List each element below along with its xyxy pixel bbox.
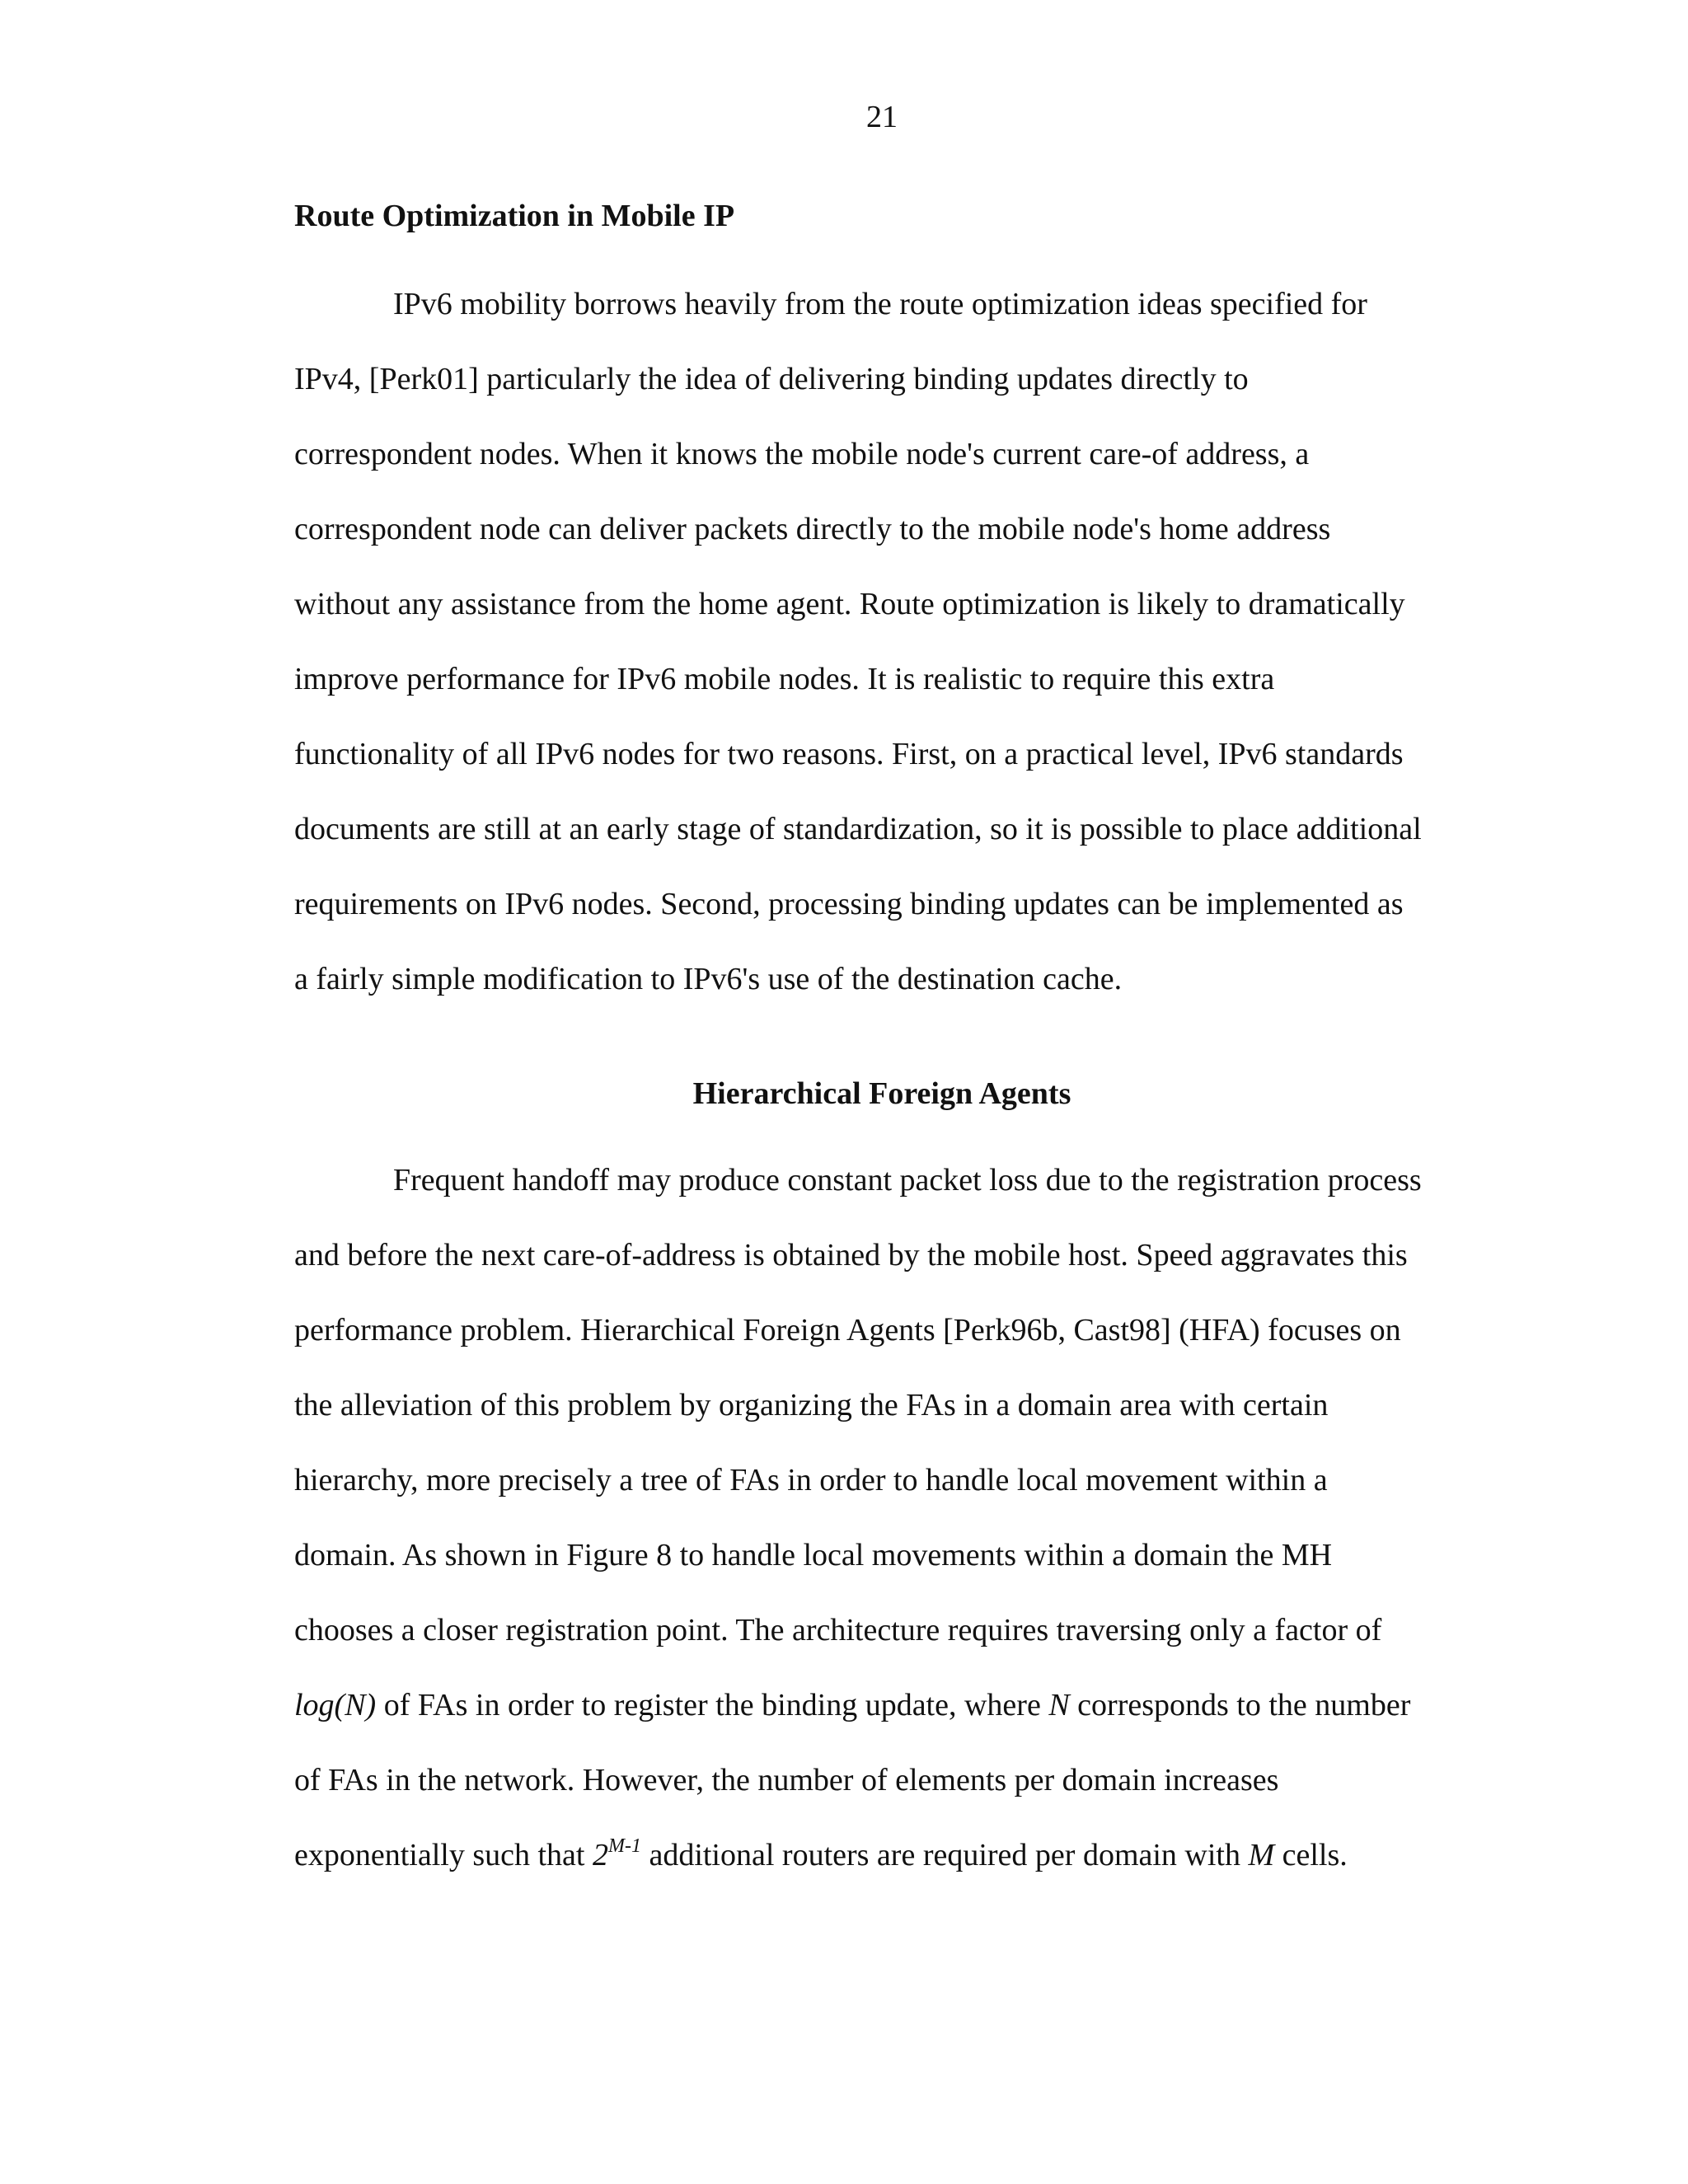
math-n: N xyxy=(1048,1688,1070,1722)
paragraph-line: and before the next care-of-address is obtained by the mobile host. Speed aggravates this xyxy=(294,1238,1408,1272)
paragraph-line: a fairly simple modification to IPv6's use of the destination cache. xyxy=(294,962,1123,996)
math-power-base: 2 xyxy=(592,1838,608,1872)
paragraph-line: correspondent node can deliver packets directly to the mobile node's home address xyxy=(294,512,1331,546)
text-segment: additional routers are required per domain with xyxy=(640,1838,1249,1872)
text-segment: exponentially such that xyxy=(294,1838,593,1872)
paragraph-line: requirements on IPv6 nodes. Second, processing binding updates can be implemented as xyxy=(294,887,1404,921)
math-power-exponent: M-1 xyxy=(607,1835,641,1857)
page-number: 21 xyxy=(866,100,898,134)
section-heading-hierarchical-foreign-agents: Hierarchical Foreign Agents xyxy=(692,1076,1071,1111)
paragraph-line: correspondent nodes. When it knows the mobile node's current care-of address, a xyxy=(294,437,1310,471)
paragraph-line: documents are still at an early stage of standardization, so it is possible to place additional xyxy=(294,812,1422,846)
paragraph-line: performance problem. Hierarchical Foreign Agents [Perk96b, Cast98] (HFA) focuses on xyxy=(294,1313,1401,1347)
paragraph-line xyxy=(294,1685,1410,1725)
paragraph-line: IPv6 mobility borrows heavily from the route optimization ideas specified for xyxy=(393,287,1367,321)
text-segment: corresponds to the number xyxy=(1069,1688,1411,1722)
section-heading-route-optimization: Route Optimization in Mobile IP xyxy=(294,199,735,233)
math-log-n: log(N) xyxy=(294,1688,377,1722)
paragraph-line: functionality of all IPv6 nodes for two reasons. First, on a practical level, IPv6 standards xyxy=(294,737,1404,771)
paragraph-line xyxy=(294,1835,1348,1875)
paragraph-line: of FAs in the network. However, the number of elements per domain increases xyxy=(294,1763,1279,1797)
paragraph-line: the alleviation of this problem by organizing the FAs in a domain area with certain xyxy=(294,1388,1329,1422)
paragraph-line: Frequent handoff may produce constant packet loss due to the registration process xyxy=(393,1163,1422,1197)
paragraph-line: hierarchy, more precisely a tree of FAs in order to handle local movement within a xyxy=(294,1463,1328,1497)
text-segment: cells. xyxy=(1274,1838,1348,1872)
paragraph-line: improve performance for IPv6 mobile nodes. It is realistic to require this extra xyxy=(294,662,1275,696)
paragraph-line: chooses a closer registration point. The architecture requires traversing only a factor of xyxy=(294,1613,1382,1647)
math-m: M xyxy=(1248,1838,1275,1872)
text-segment: of FAs in order to register the binding update, where xyxy=(376,1688,1049,1722)
paragraph-line: without any assistance from the home agent. Route optimization is likely to dramatically xyxy=(294,587,1405,621)
paragraph-line: IPv4, [Perk01] particularly the idea of delivering binding updates directly to xyxy=(294,362,1249,396)
paragraph-line: domain. As shown in Figure 8 to handle local movements within a domain the MH xyxy=(294,1538,1333,1572)
